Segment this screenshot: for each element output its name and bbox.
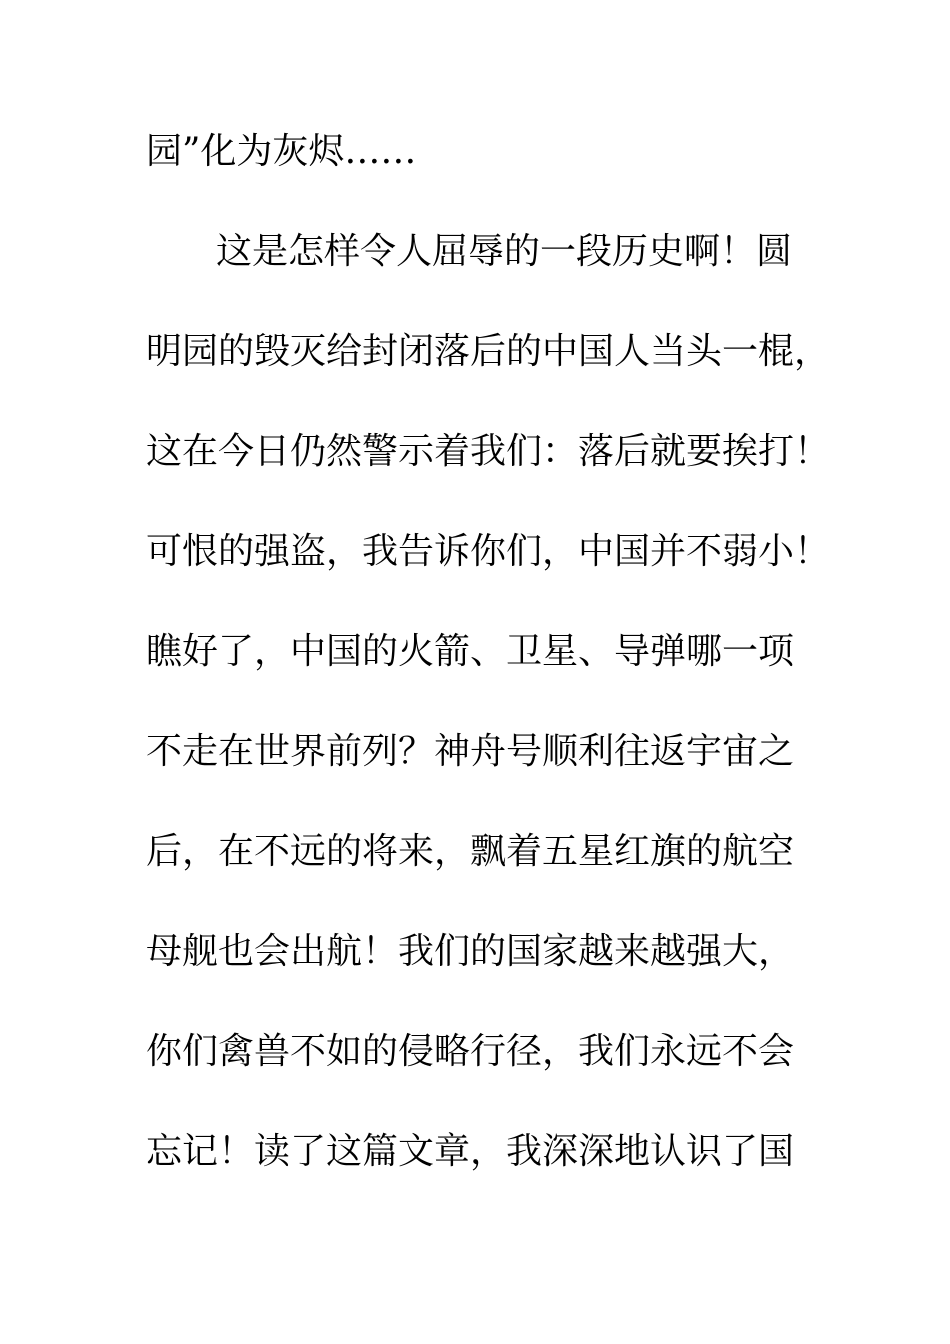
text-line: 这在今日仍然警示着我们：落后就要挨打！: [146, 431, 831, 472]
text-line: 可恨的强盗，我告诉你们，中国并不弱小！: [146, 531, 831, 572]
text-line: 母舰也会出航！我们的国家越来越强大，: [146, 931, 795, 972]
paragraph-start-line: 这是怎样令人屈辱的一段历史啊！圆: [216, 231, 793, 272]
essay-text: [146, 126, 831, 1226]
text-line: 园”化为灰烬……: [146, 131, 417, 172]
text-line: 明园的毁灭给封闭落后的中国人当头一棍，: [146, 331, 831, 372]
text-line: 忘记！读了这篇文章，我深深地认识了国: [146, 1131, 795, 1172]
text-line: 瞧好了，中国的火箭、卫星、导弹哪一项: [146, 631, 795, 672]
text-line: 你们禽兽不如的侵略行径，我们永远不会: [146, 1031, 795, 1072]
text-line: 后，在不远的将来，飘着五星红旗的航空: [146, 831, 795, 872]
text-line: 不走在世界前列？神舟号顺利往返宇宙之: [146, 731, 795, 772]
